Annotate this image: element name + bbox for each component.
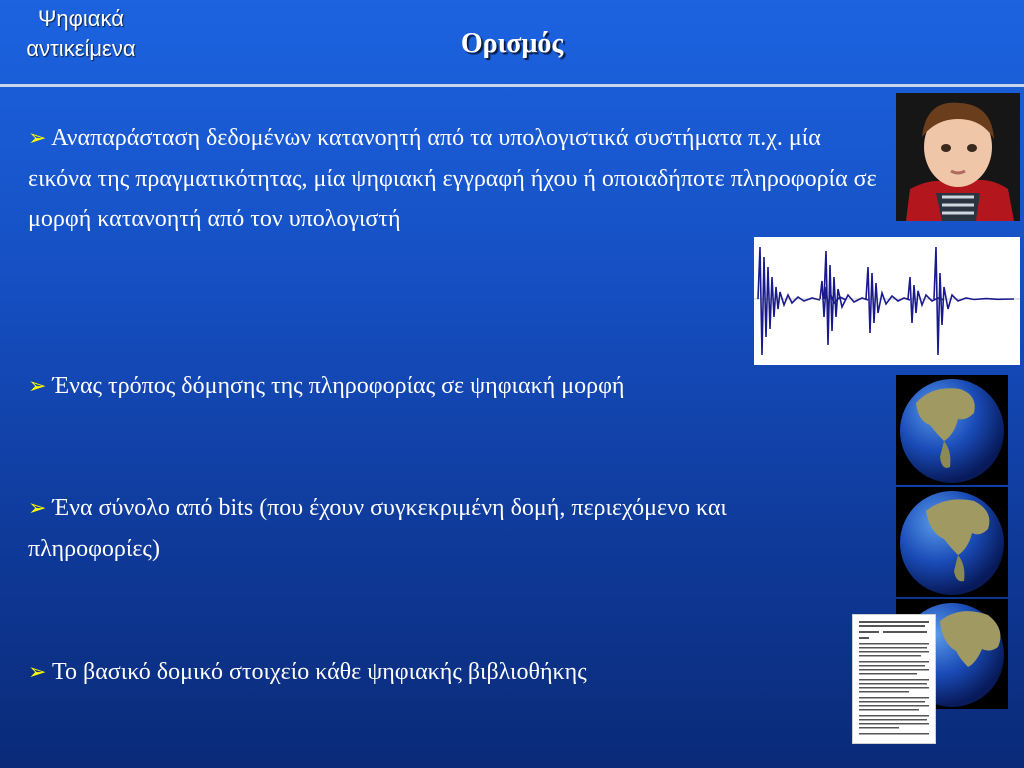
child-photo-image (896, 93, 1020, 221)
slide-title: Ορισμός (460, 28, 564, 59)
bullet-text: Ένα σύνολο από bits (που έχουν συγκεκριμένη δομή, περιεχόμενο και πληροφορίες) (28, 495, 727, 562)
bullet-arrow-icon: ➢ (28, 126, 47, 151)
title-divider (0, 84, 1024, 87)
audio-waveform-image (754, 237, 1020, 365)
section-label-line1: Ψηφιακά (38, 6, 124, 31)
bullet-item-4 (28, 652, 848, 693)
globe-graphic-2 (896, 487, 1008, 597)
bullet-text: Αναπαράσταση δεδομένων κατανοητή από τα υπολογιστικά συστήματα π.χ. μία εικόνα της πραγματικότητας, μία ψηφιακή εγγραφή ήχου ή οποιαδήποτε πληροφορία σε μορφή κατανοητή από τον υπολογιστή (28, 125, 877, 232)
bullet-item-1 (28, 118, 890, 239)
bullet-item-3 (28, 488, 848, 569)
globe-image-1 (896, 375, 1008, 485)
document-text-lines (853, 615, 935, 743)
child-photo (896, 93, 1020, 221)
bullet-arrow-icon: ➢ (28, 496, 47, 521)
bullet-item-2 (28, 366, 908, 407)
waveform-graphic (754, 237, 1020, 365)
bullet-arrow-icon: ➢ (28, 660, 47, 685)
bullet-arrow-icon: ➢ (28, 374, 47, 399)
bullet-text: Ένας τρόπος δόμησης της πληροφορίας σε ψηφιακή μορφή (52, 373, 625, 399)
section-label-line2: αντικείμενα (26, 36, 136, 61)
globe-image-2 (896, 487, 1008, 597)
bullet-text: Το βασικό δομικό στοιχείο κάθε ψηφιακής βιβλιοθήκης (52, 659, 587, 685)
globe-graphic-1 (896, 375, 1008, 485)
document-page-image (852, 614, 936, 744)
